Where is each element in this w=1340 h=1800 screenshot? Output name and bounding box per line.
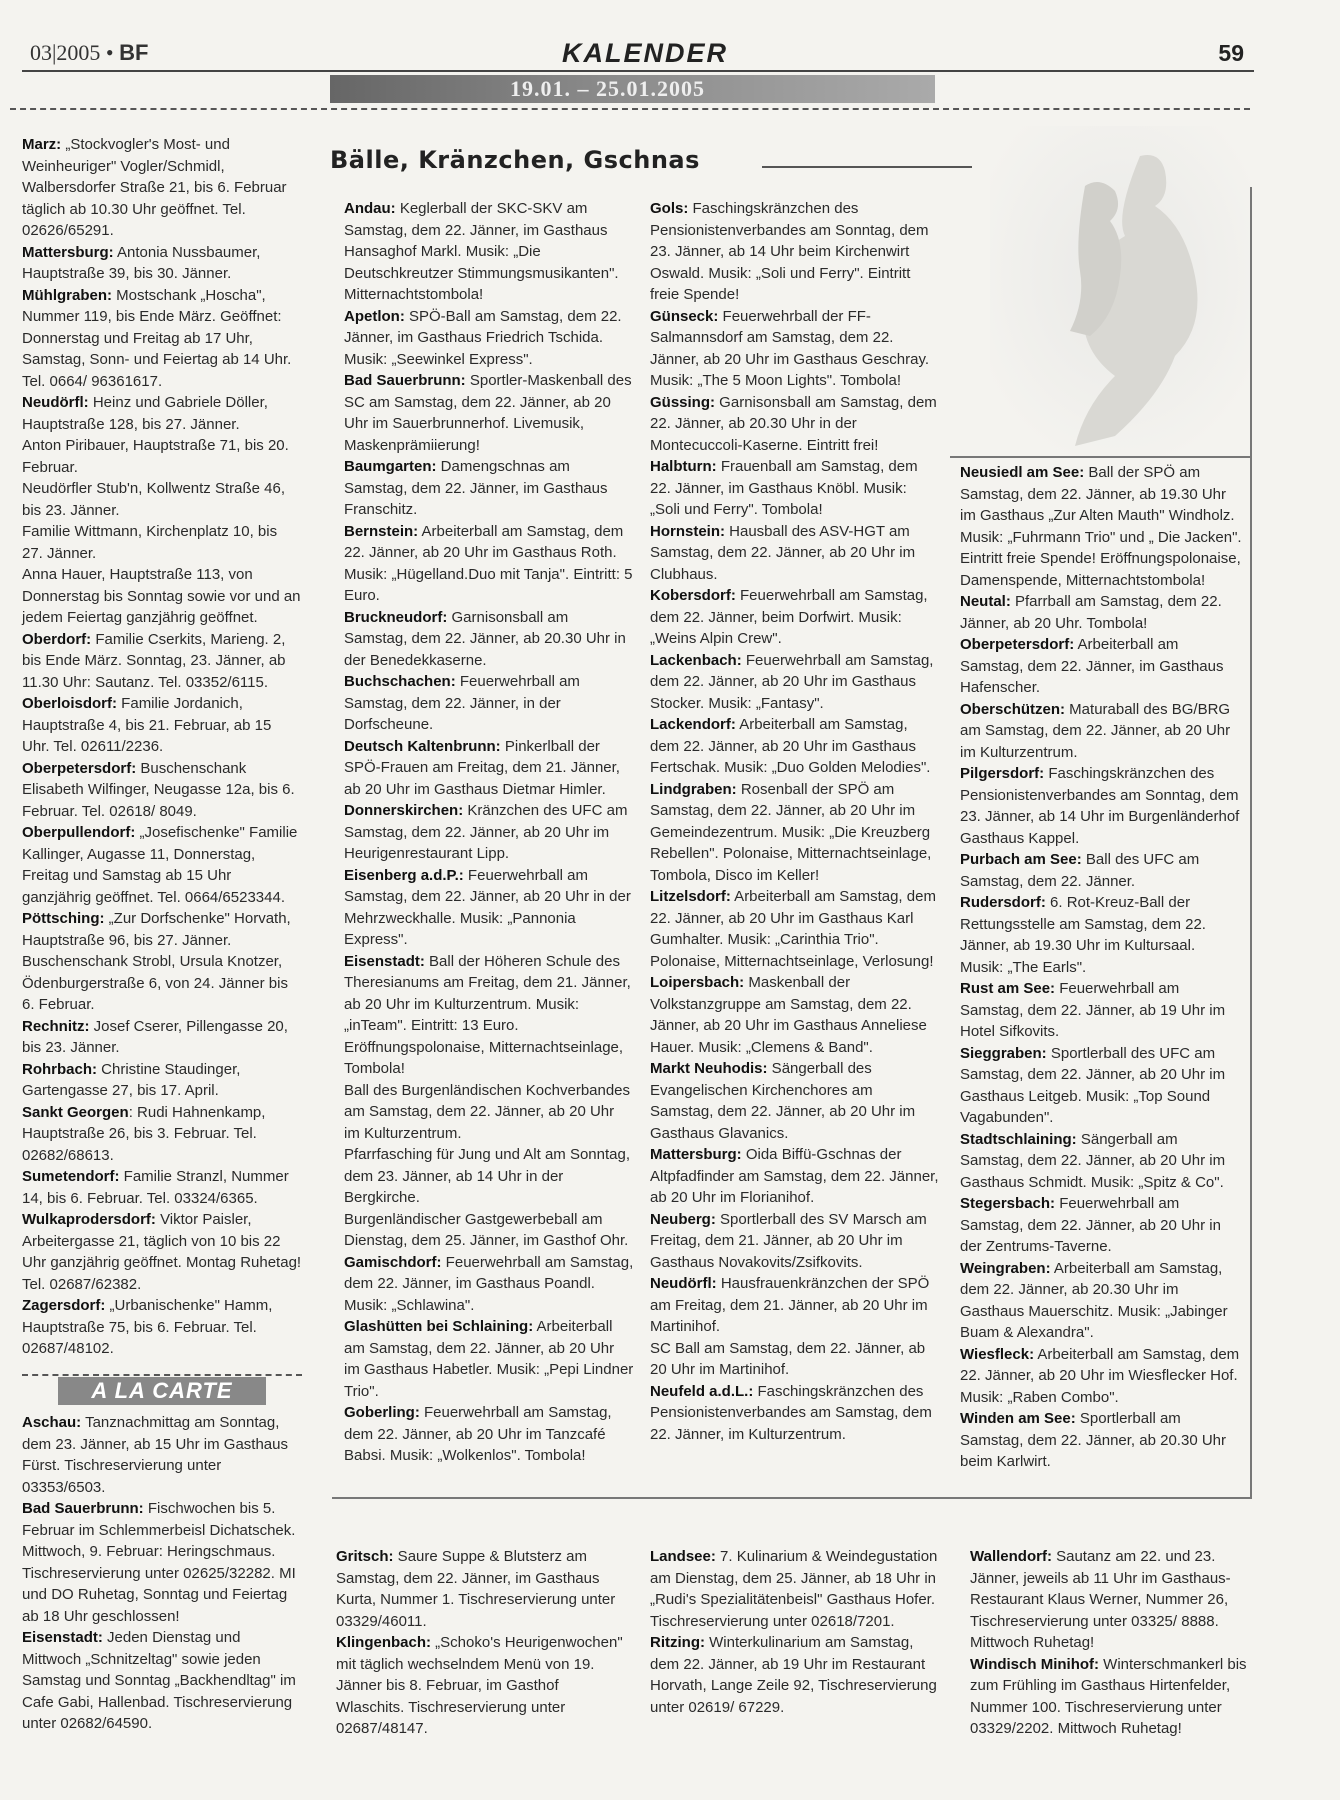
listing-place: Litzelsdorf: [650, 888, 731, 905]
listing-place: Neutal: [960, 593, 1011, 610]
listing-text: Mostschank „Hoscha", Nummer 119, bis Ende März. Geöffnet: Donnerstag und Freitag ab 17 Uhr, Samstag, Sonn- und Feiertag ab 14 Uhr. Tel. 0664/ 96361617. [22, 286, 292, 390]
listing-place: Mühlgraben: [22, 286, 112, 304]
listing-entry [22, 629, 302, 694]
listing-text: Sportlerball des SV Marsch am Freitag, dem 21. Jänner, ab 20 Uhr im Gasthaus Novakovits/Zsifkovits. [650, 1210, 927, 1271]
listing-entry [22, 1295, 302, 1360]
listing-entry [960, 1043, 1242, 1129]
listing-entry [650, 1381, 940, 1446]
listing-entry [650, 1338, 940, 1381]
listing-place: Aschau: [22, 1414, 82, 1431]
listing-entry [960, 1258, 1242, 1344]
listing-text: Neudörfler Stub'n, Kollwentz Straße 46, bis 23. Jänner. [22, 480, 285, 519]
listing-place: Halbturn: [650, 458, 717, 475]
listing-place: Baumgarten: [344, 458, 437, 475]
listing-place: Lackenbach: [650, 651, 742, 669]
listing-entry [960, 849, 1242, 892]
listing-entry [960, 1344, 1242, 1409]
balle-column-2 [650, 198, 940, 1445]
listing-place: Marz: [22, 136, 62, 153]
listing-text: Winterschmankerl bis zum Frühling im Gasthaus Hirtenfelder, Nummer 100. Tischreservierung unter 03329/2202. Mittwoch Ruhetag! [970, 1655, 1247, 1737]
listing-text: Feuerwehrball am Samstag, dem 22. Jänner, beim Dorfwirt. Musik: „Weins Alpin Crew". [650, 587, 928, 647]
listing-entry [960, 634, 1242, 699]
listing-text: Maturaball des BG/BRG am Samstag, dem 22. Jänner, ab 20 Uhr im Kulturzentrum. [960, 700, 1231, 761]
listing-place: Oberpullendorf: [22, 824, 136, 841]
listing-place: Pilgersdorf: [960, 765, 1045, 782]
heurigen-column [22, 134, 302, 1360]
listing-entry [650, 585, 940, 650]
listing-place: Deutsch Kaltenbrunn: [344, 737, 501, 755]
title-rule [762, 166, 972, 168]
listing-text: Viktor Paisler, Arbeitergasse 21, täglich von 10 bis 22 Uhr ganzjährig geöffnet. Montag Ruhetag! Tel. 02687/62382. [22, 1211, 302, 1293]
listing-text: Kränzchen des UFC am Samstag, dem 22. Jänner, ab 20 Uhr im Heurigenrestaurant Lipp. [344, 802, 628, 862]
listing-place: Oberpetersdorf: [22, 759, 137, 777]
listing-entry [650, 306, 940, 392]
listing-entry [22, 758, 302, 823]
listing-place: Apetlon: [344, 307, 405, 325]
a-la-carte-header [22, 1374, 302, 1406]
listing-place: Landsee: [650, 1548, 716, 1565]
listing-entry [650, 1546, 940, 1632]
listing-entry [22, 1166, 302, 1209]
listing-place: Gritsch: [336, 1548, 394, 1565]
listing-text: Fischwochen bis 5. Februar im Schlemmerbeisl Dichatschek. Mittwoch, 9. Februar: Heringschmaus. Tischreservierung unter 02625/32282. MI und DO Ruhetag, Sonntag und Feiertag ab 18 Uhr geschlossen! [22, 1500, 296, 1625]
listing-entry [960, 1193, 1242, 1258]
listing-text: „Zur Dorfschenke" Horvath, Hauptstraße 96, bis 27. Jänner. [22, 910, 291, 949]
listing-text: Oida Biffü-Gschnas der Altpfadfinder am Samstag, dem 22. Jänner, ab 20 Uhr im Florianihof. [650, 1146, 939, 1206]
listing-entry [650, 521, 940, 586]
listing-place: Glashütten bei Schlaining: [344, 1318, 534, 1335]
listing-text: Pfarrball am Samstag, dem 22. Jänner, ab 20 Uhr. Tombola! [960, 593, 1222, 632]
listing-text: Feuerwehrball der FF-Salmannsdorf am Samstag, dem 22. Jänner, ab 20 Uhr im Gasthaus Geschray. Musik: „The 5 Moon Lights". Tombola! [650, 307, 930, 389]
listing-place: Sieggraben: [960, 1044, 1047, 1062]
listing-text: Familie Wittmann, Kirchenplatz 10, bis 27. Jänner. [22, 523, 278, 562]
listing-place: Oberdorf: [22, 630, 92, 648]
listing-text: „Stockvogler's Most- und Weinheuriger" Vogler/Schmidl, Walbersdorfer Straße 21, bis 6. Februar täglich ab 10.30 Uhr geöffnet. Tel. 02626/65291. [22, 136, 287, 239]
listing-entry [960, 978, 1242, 1043]
listing-place: Güssing: [650, 393, 716, 411]
listing-entry [960, 1129, 1242, 1194]
dashed-divider [22, 1374, 302, 1376]
date-range-banner: 19.01. – 25.01.2005 [330, 75, 935, 103]
listing-text: Arbeiterball am Samstag, dem 22. Jänner, ab 20.30 Uhr im Gasthaus Mauerschitz. Musik: „Jabinger Buam & Alexandra". [960, 1259, 1228, 1341]
listing-text: 6. Rot-Kreuz-Ball der Rettungsstelle am Samstag, dem 22. Jänner, ab 19.30 Uhr im Kultursaal. Musik: „The Earls". [960, 894, 1206, 976]
issue-number: 03|2005 [30, 40, 101, 65]
listing-place: Sankt Georgen [22, 1103, 129, 1121]
listing-entry [650, 886, 940, 972]
listing-entry [970, 1654, 1252, 1740]
listing-place: Wulkaprodersdorf: [22, 1211, 156, 1228]
listing-text: „Josefischenke" Familie Kallinger, Augasse 11, Donnerstag, Freitag und Samstag ab 15 Uhr ganzjährig geöffnet. Tel. 0664/6523344. [22, 824, 298, 906]
listing-entry [336, 1546, 626, 1632]
listing-place: Neudörfl: [650, 1275, 717, 1292]
listing-place: Eisenberg a.d.P.: [344, 866, 464, 884]
listing-text: Arbeiterball am Samstag, dem 22. Jänner, ab 20 Uhr im Wiesflecker Hof. Musik: „Raben Combo". [960, 1345, 1240, 1406]
listing-entry [960, 591, 1242, 634]
listing-place: Stegersbach: [960, 1195, 1056, 1212]
listing-place: Andau: [344, 200, 396, 217]
listing-text: Frauenball am Samstag, dem 22. Jänner, im Gasthaus Knöbl. Musik: „Soli und Ferry". Tombola! [650, 458, 918, 518]
listing-entry [344, 1144, 634, 1209]
listing-entry [650, 650, 940, 715]
listing-entry [650, 1058, 940, 1144]
listing-entry [970, 1546, 1252, 1654]
listing-text: Pinkerlball der SPÖ-Frauen am Freitag, dem 21. Jänner, ab 20 Uhr im Gasthaus Dietmar Himler. [344, 737, 620, 798]
balle-section-title: Bälle, Kränzchen, Gschnas [330, 146, 700, 174]
listing-place: Windisch Minihof: [970, 1655, 1100, 1673]
listing-place: Rudersdorf: [960, 894, 1046, 911]
a-la-carte-title: A LA CARTE [58, 1377, 266, 1405]
listing-text: Ball des UFC am Samstag, dem 22. Jänner. [960, 851, 1200, 890]
listing-text: Familie Cserkits, Marieng. 2, bis Ende März. Sonntag, 23. Jänner, ab 11.30 Uhr: Sautanz. Tel. 03352/6115. [22, 630, 286, 691]
listing-place: Goberling: [344, 1404, 420, 1421]
listing-text: Sautanz am 22. und 23. Jänner, jeweils ab 11 Uhr im Gasthaus-Restaurant Klaus Werner, Nummer 26, Tischreservierung unter 03325/ 8888. Mittwoch Ruhetag! [970, 1548, 1231, 1651]
listing-entry [960, 462, 1242, 591]
listing-place: Neufeld a.d.L.: [650, 1382, 754, 1400]
listing-entry [22, 242, 302, 285]
listing-text: Garnisonsball am Samstag, dem 22. Jänner, ab 20.30 Uhr in der Montecuccoli-Kaserne. Eintritt frei! [650, 393, 937, 454]
balle-column-3 [960, 462, 1242, 1473]
listing-text: Pfarrfasching für Jung und Alt am Sonntag, dem 23. Jänner, ab 14 Uhr in der Bergkirche. [344, 1146, 631, 1206]
listing-place: Hornstein: [650, 522, 725, 540]
listing-entry [650, 714, 940, 779]
listing-entry [22, 564, 302, 629]
balle-column-1 [344, 198, 634, 1467]
listing-place: Rechnitz: [22, 1017, 90, 1035]
listing-entry [344, 736, 634, 801]
listing-text: Tanznachmittag am Sonntag, dem 23. Jänner, ab 15 Uhr im Gasthaus Fürst. Tischreservierung unter 03353/6503. [22, 1414, 288, 1496]
listing-text: Sportlerball des UFC am Samstag, dem 22. Jänner, ab 20 Uhr im Gasthaus Leitgeb. Musik: „Top Sound Vagabunden". [960, 1044, 1226, 1126]
listing-entry [344, 951, 634, 1080]
listing-entry [22, 1627, 302, 1735]
listing-place: Loipersbach: [650, 974, 745, 991]
listing-text: Keglerball der SKC-SKV am Samstag, dem 22. Jänner, im Gasthaus Hansaghof Markl. Musik: „Die Deutschkreutzer Stimmungsmusikanten". Mitternachtstombola! [344, 200, 619, 303]
listing-place: Rust am See: [960, 980, 1056, 997]
a-la-carte-column [22, 1412, 302, 1735]
listing-place: Stadtschlaining: [960, 1130, 1077, 1148]
listing-place: Bruckneudorf: [344, 608, 448, 626]
listing-entry [344, 607, 634, 672]
listing-text: Winterkulinarium am Samstag, dem 22. Jänner, ab 19 Uhr im Restaurant Horvath, Lange Zeile 92, Tischreservierung unter 02619/ 67229. [650, 1634, 937, 1716]
listing-entry [344, 306, 634, 371]
listing-text: Feuerwehrball am Samstag, dem 22. Jänner, ab 20 Uhr im Gasthaus Stocker. Musik: „Fantasy". [650, 651, 934, 712]
dashed-divider [10, 108, 1250, 110]
listing-text: Antonia Nussbaumer, Hauptstraße 39, bis 30. Jänner. [22, 243, 261, 282]
listing-entry [22, 285, 302, 393]
listing-entry [344, 865, 634, 951]
listing-entry [344, 1316, 634, 1402]
listing-entry [22, 693, 302, 758]
listing-place: Mattersburg: [22, 243, 114, 261]
listing-place: Gamischdorf: [344, 1253, 442, 1271]
listing-text: Sängerball des Evangelischen Kirchenchores am Samstag, dem 22. Jänner, ab 20 Uhr im Gasthaus Glavanics. [650, 1060, 916, 1142]
header-rule [22, 70, 1254, 72]
listing-text: Faschingskränzchen des Pensionistenverbandes am Sonntag, dem 23. Jänner, ab 14 Uhr im Burgenländerhof Gasthaus Kappel. [960, 765, 1240, 847]
listing-entry [344, 1402, 634, 1467]
listing-text: Faschingskränzchen des Pensionistenverbandes am Samstag, dem 22. Jänner, im Kulturzentrum. [650, 1382, 932, 1443]
listing-entry [22, 1412, 302, 1498]
listing-text: Familie Stranzl, Nummer 14, bis 6. Februar. Tel. 03324/6365. [22, 1168, 289, 1207]
listing-entry [650, 779, 940, 887]
listing-text: Josef Cserer, Pillengasse 20, bis 23. Jänner. [22, 1017, 288, 1056]
listing-text: Burgenländischer Gastgewerbeball am Dienstag, dem 25. Jänner, im Gasthof Ohr. [344, 1210, 629, 1249]
listing-text: 7. Kulinarium & Weindegustation am Dienstag, dem 25. Jänner, ab 18 Uhr in „Rudi's Spezialitätenbeisl" Gasthaus Hofer. Tischreservierung unter 02618/7201. [650, 1548, 938, 1630]
listing-text: „Urbanischenke" Hamm, Hauptstraße 75, bis 6. Februar. Tel. 02687/48102. [22, 1297, 273, 1357]
listing-text: Buschenschank Strobl, Ursula Knotzer, Ödenburgerstraße 6, von 24. Jänner bis 6. Februar. [22, 953, 288, 1013]
listing-entry [22, 521, 302, 564]
listing-place: Eisenstadt: [22, 1629, 103, 1646]
listing-text: Rosenball der SPÖ am Samstag, dem 22. Jänner, ab 20 Uhr im Gemeindezentrum. Musik: „Die Kreuzberg Rebellen". Polonaise, Mitternachtseinlage, Tombola, Disco im Keller! [650, 780, 932, 884]
listing-text: Arbeiterball am Samstag, dem 22. Jänner, ab 20 Uhr im Gasthaus Habetler. Musik: „Pepi Lindner Trio". [344, 1318, 634, 1400]
listing-text: Sportler-Maskenball des SC am Samstag, dem 22. Jänner, ab 20 Uhr im Sauerbrunnerhof. Livemusik, Maskenprämiierung! [344, 372, 632, 454]
listing-text: Arbeiterball am Samstag, dem 22. Jänner, ab 20 Uhr im Gasthaus Fertschak. Musik: „Duo Golden Melodies". [650, 716, 931, 776]
listing-text: Anna Hauer, Hauptstraße 113, von Donnerstag bis Sonntag sowie vor und an jedem Feiertag ganzjährig geöffnet. [22, 566, 301, 626]
listing-place: Kobersdorf: [650, 587, 736, 604]
listing-place: Wallendorf: [970, 1548, 1052, 1565]
listing-place: Mattersburg: [650, 1146, 742, 1163]
listing-place: Purbach am See: [960, 851, 1082, 868]
listing-entry [344, 370, 634, 456]
section-title: KALENDER [562, 38, 729, 68]
listing-place: Bernstein: [344, 522, 419, 540]
listing-entry [344, 1252, 634, 1317]
listing-text: Maskenball der Volkstanzgruppe am Samstag, dem 22. Jänner, ab 20 Uhr im Gasthaus Anneliese Hauer. Musik: „Clemens & Band". [650, 974, 927, 1056]
listing-place: Ritzing: [650, 1634, 705, 1651]
listing-place: Neudörfl: [22, 394, 89, 411]
listing-text: Jeden Dienstag und Mittwoch „Schnitzeltag" sowie jeden Samstag und Sonntag „Backhendltag" im Cafe Gabi, Hallenbad. Tischreservierung unter 02682/64590. [22, 1629, 296, 1732]
listing-entry [22, 1102, 302, 1167]
listing-text: Sängerball am Samstag, dem 22. Jänner, ab 20 Uhr im Gasthaus Schmidt. Musik: „Spitz & Co". [960, 1130, 1226, 1191]
listing-entry [22, 1059, 302, 1102]
listing-text: Ball der SPÖ am Samstag, dem 22. Jänner, ab 19.30 Uhr im Gasthaus „Zur Alten Mauth" Windholz. Musik: „Fuhrmann Trio" und „ Die Jacken". Eintritt freie Spende! Eröffnungspolonaise, Damenspende, Mitternachtstombola! [960, 464, 1242, 589]
listing-text: Feuerwehrball am Samstag, dem 22. Jänner, ab 20 Uhr im Tanzcafé Babsi. Musik: „Wolkenlos". Tombola! [344, 1404, 612, 1464]
listing-place: Bad Sauerbrunn: [22, 1500, 144, 1517]
listing-text: Hausball des ASV-HGT am Samstag, dem 22. Jänner, ab 20 Uhr im Clubhaus. [650, 522, 916, 583]
listing-text: „Schoko's Heurigenwochen" mit täglich wechselndem Menü von 19. Jänner bis 8. Februar, im Gasthof Wlaschits. Tischreservierung unter 02687/48147. [336, 1634, 623, 1737]
kulinarik-column-1 [336, 1546, 626, 1740]
listing-text: SC Ball am Samstag, dem 22. Jänner, ab 20 Uhr im Martinihof. [650, 1339, 926, 1378]
listing-text: Ball der Höheren Schule des Theresianums am Freitag, dem 21. Jänner, ab 20 Uhr im Kulturzentrum. Musik: „inTeam". Eintritt: 13 Euro. Eröffnungspolonaise, Mitternachtseinlage, Tombola! [344, 952, 631, 1077]
listing-entry [22, 435, 302, 478]
listing-entry [960, 763, 1242, 849]
page-number: 59 [1218, 40, 1244, 66]
listing-place: Buchschachen: [344, 673, 456, 690]
listing-entry [22, 1498, 302, 1627]
listing-entry [650, 1632, 940, 1718]
listing-text: Feuerwehrball am Samstag, dem 22. Jänner, ab 20 Uhr in der Mehrzweckhalle. Musik: „Pannonia Express". [344, 866, 631, 948]
listing-text: Sportlerball am Samstag, dem 22. Jänner, ab 20.30 Uhr beim Karlwirt. [960, 1410, 1226, 1470]
listing-entry [960, 892, 1242, 978]
frame-rule [950, 456, 1252, 458]
listing-text: Feuerwehrball am Samstag, dem 22. Jänner, ab 19 Uhr im Hotel Sifkovits. [960, 980, 1226, 1040]
listing-place: Lindgraben: [650, 780, 737, 798]
listing-text: Anton Piribauer, Hauptstraße 71, bis 20. Februar. [22, 437, 289, 476]
listing-text: SPÖ-Ball am Samstag, dem 22. Jänner, im Gasthaus Friedrich Tschida. Musik: „Seewinkel Express". [344, 307, 622, 368]
listing-text: Saure Suppe & Blutsterz am Samstag, dem 22. Jänner, im Gasthaus Kurta, Nummer 1. Tischreservierung unter 03329/46011. [336, 1548, 616, 1630]
listing-text: Feuerwehrball am Samstag, dem 22. Jänner, ab 20 Uhr in der Zentrums-Taverne. [960, 1195, 1221, 1255]
listing-entry [344, 456, 634, 521]
listing-text: Arbeiterball am Samstag, dem 22. Jänner, im Gasthaus Hafenscher. [960, 636, 1224, 696]
listing-entry [22, 1016, 302, 1059]
listing-entry [22, 134, 302, 242]
listing-place: Neuberg: [650, 1210, 716, 1228]
listing-place: Oberschützen: [960, 700, 1066, 718]
listing-entry [22, 908, 302, 951]
listing-entry [650, 1144, 940, 1209]
listing-entry [22, 951, 302, 1016]
listing-entry [650, 198, 940, 306]
listing-place: Wiesfleck: [960, 1345, 1035, 1363]
listing-entry [650, 1273, 940, 1338]
listing-entry [336, 1632, 626, 1740]
listing-place: Rohrbach: [22, 1060, 97, 1078]
listing-entry [344, 198, 634, 306]
listing-place: Bad Sauerbrunn: [344, 372, 466, 389]
listing-place: Weingraben: [960, 1259, 1051, 1277]
magazine-name: BF [119, 40, 149, 65]
listing-text: Buschenschank Elisabeth Wilfinger, Neugasse 12a, bis 6. Februar. Tel. 02618/ 8049. [22, 759, 295, 820]
listing-entry [344, 1080, 634, 1145]
listing-place: Markt Neuhodis: [650, 1060, 768, 1077]
listing-place: Winden am See: [960, 1410, 1076, 1427]
listing-entry [650, 392, 940, 457]
listing-entry [960, 699, 1242, 764]
listing-place: Gols: [650, 200, 689, 217]
listing-text: Ball des Burgenländischen Kochverbandes am Samstag, dem 22. Jänner, ab 20 Uhr im Kulturzentrum. [344, 1081, 631, 1142]
listing-text: Arbeiterball am Samstag, dem 22. Jänner, ab 20 Uhr im Gasthaus Karl Gumhalter. Musik: „Carinthia Trio". Polonaise, Mitternachtseinlage, Verlosung! [650, 888, 936, 970]
listing-entry [344, 521, 634, 607]
listing-entry [650, 1209, 940, 1274]
listing-place: Lackendorf: [650, 716, 736, 733]
listing-place: Oberloisdorf: [22, 695, 118, 712]
listing-place: Günseck: [650, 307, 719, 325]
listing-entry [22, 1209, 302, 1295]
issue-info [30, 40, 148, 66]
listing-place: Sumetendorf: [22, 1168, 120, 1185]
listing-place: Klingenbach: [336, 1634, 432, 1651]
listing-text: Christine Staudinger, Gartengasse 27, bis 17. April. [22, 1060, 241, 1099]
listing-entry [22, 822, 302, 908]
listing-text: : Rudi Hahnenkamp, Hauptstraße 26, bis 3. Februar. Tel. 02682/68613. [22, 1103, 266, 1164]
listing-text: Feuerwehrball am Samstag, dem 22. Jänner, im Gasthaus Poandl. Musik: „Schlawina". [344, 1253, 634, 1314]
page-header [22, 38, 1254, 74]
listing-text: Faschingskränzchen des Pensionistenverbandes am Sonntag, dem 23. Jänner, ab 14 Uhr beim Kirchenwirt Oswald. Musik: „Soli und Ferry". Eintritt freie Spende! [650, 200, 929, 303]
listing-text: Damengschnas am Samstag, dem 22. Jänner, im Gasthaus Franschitz. [344, 458, 608, 518]
listing-entry [344, 800, 634, 865]
listing-entry [22, 478, 302, 521]
listing-entry [344, 671, 634, 736]
listing-place: Donnerskirchen: [344, 802, 464, 819]
listing-place: Zagersdorf: [22, 1297, 106, 1314]
listing-place: Pöttsching: [22, 910, 105, 927]
listing-entry [22, 392, 302, 435]
listing-entry [650, 456, 940, 521]
listing-text: Hausfrauenkränzchen der SPÖ am Freitag, dem 21. Jänner, ab 20 Uhr im Martinihof. [650, 1275, 930, 1335]
listing-text: Familie Jordanich, Hauptstraße 4, bis 21. Februar, ab 15 Uhr. Tel. 02611/2236. [22, 695, 272, 755]
listing-place: Neusiedl am See: [960, 464, 1085, 481]
listing-place: Eisenstadt: [344, 952, 425, 970]
header-bullet: • [105, 40, 114, 65]
listing-text: Arbeiterball am Samstag, dem 22. Jänner, ab 20 Uhr im Gasthaus Roth. Musik: „Hügelland.Duo mit Tanja". Eintritt: 5 Euro. [344, 522, 633, 604]
listing-text: Garnisonsball am Samstag, dem 22. Jänner, ab 20.30 Uhr in der Benedekkaserne. [344, 608, 626, 669]
kulinarik-column-2 [650, 1546, 940, 1718]
listing-entry [650, 972, 940, 1058]
kulinarik-column-3 [970, 1546, 1252, 1740]
listing-place: Oberpetersdorf: [960, 636, 1075, 653]
listing-entry [960, 1408, 1242, 1473]
listing-entry [344, 1209, 634, 1252]
listing-text: Heinz und Gabriele Döller, Hauptstraße 128, bis 27. Jänner. [22, 394, 268, 433]
listing-text: Feuerwehrball am Samstag, dem 22. Jänner, in der Dorfscheune. [344, 673, 580, 733]
